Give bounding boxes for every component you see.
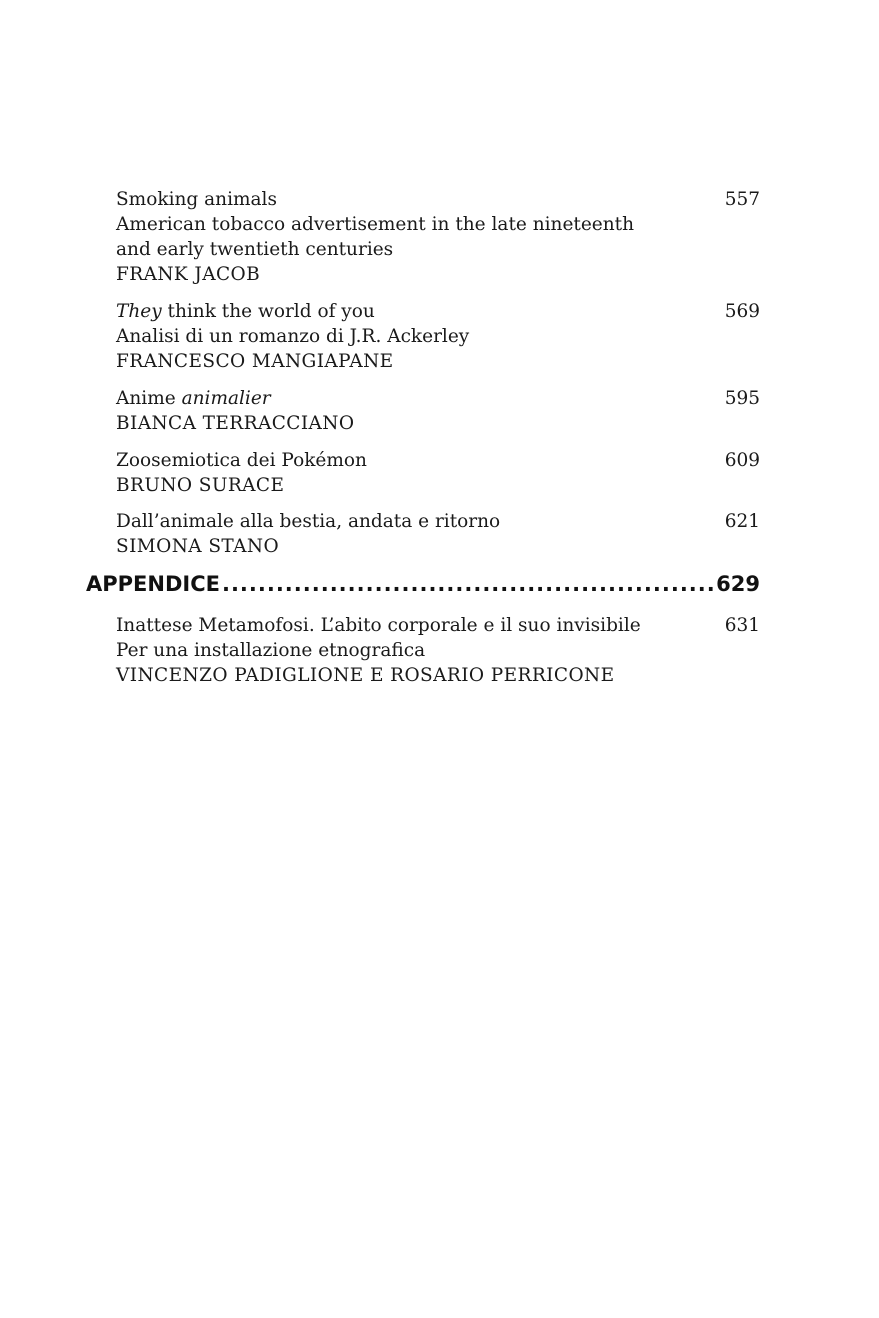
toc-entry-dallanimale <box>116 509 760 559</box>
entry-title <box>116 299 760 324</box>
section-page-number: 629 <box>716 572 760 596</box>
dot-leader <box>222 572 714 596</box>
entry-author: FRANK JACOB <box>116 264 261 285</box>
entry-title: Dall’animale alla bestia, andata e ritorno <box>116 511 501 532</box>
entry-subtitle: American tobacco advertisement in the late nineteenth <box>116 214 634 235</box>
entry-author: BIANCA TERRACCIANO <box>116 413 355 434</box>
entry-page-number: 631 <box>724 615 760 636</box>
entry-title: Smoking animals <box>116 189 277 210</box>
entry-page-number: 595 <box>724 388 760 409</box>
entry-author: VINCENZO PADIGLIONE E ROSARIO PERRICONE <box>116 665 615 686</box>
entry-page-number: 557 <box>724 189 760 210</box>
entry-subtitle: Per una installazione etnografica <box>116 640 426 661</box>
entry-title: Inattese Metamofosi. L’abito corporale e il suo invisibile <box>116 615 641 636</box>
entry-title-roman: Anime <box>116 388 182 409</box>
section-heading-appendice <box>86 572 760 596</box>
section-label: APPENDICE <box>86 572 220 596</box>
entry-title: Zoosemiotica dei Pokémon <box>116 450 367 471</box>
entry-subtitle: Analisi di un romanzo di J.R. Ackerley <box>116 326 470 347</box>
entry-page-number: 621 <box>724 511 760 532</box>
entry-page-number: 569 <box>724 301 760 322</box>
entry-title-italic: They <box>116 301 162 322</box>
entry-subtitle: and early twentieth centuries <box>116 239 394 260</box>
toc-entry-zoosemiotica <box>116 448 760 498</box>
toc-entry-inattese-metamofosi <box>116 613 760 688</box>
entry-title-italic: animalier <box>181 388 271 409</box>
toc-entry-they-think <box>116 299 760 374</box>
entry-author: FRANCESCO MANGIAPANE <box>116 351 394 372</box>
toc-entry-smoking-animals <box>116 187 760 287</box>
entry-title <box>116 386 760 411</box>
entry-author: BRUNO SURACE <box>116 475 285 496</box>
entry-page-number: 609 <box>724 450 760 471</box>
toc-entry-anime-animalier <box>116 386 760 436</box>
entry-title-rest: think the world of you <box>161 301 375 322</box>
entry-author: SIMONA STANO <box>116 536 280 557</box>
